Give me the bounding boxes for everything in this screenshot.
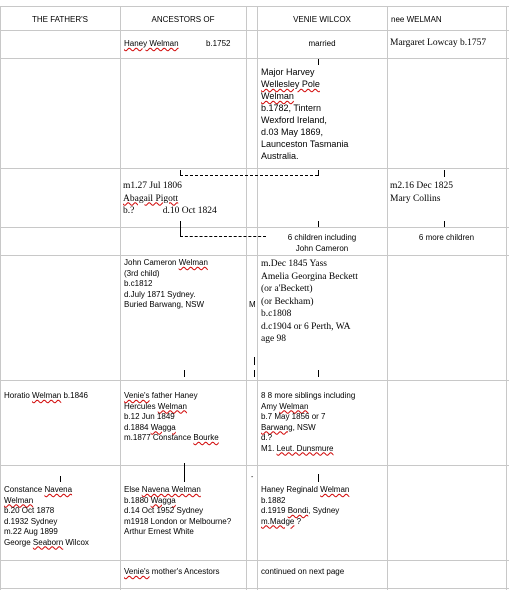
connector-r6-c xyxy=(318,370,319,377)
mh-line-8: Australia. xyxy=(261,151,299,161)
haney-welman-name xyxy=(124,39,179,50)
six-more-children: 6 more children xyxy=(418,233,475,242)
amelia-beckett-block xyxy=(261,258,358,346)
vm-venies: Venie's xyxy=(124,567,150,576)
continued-next-page: continued on next page xyxy=(261,567,345,576)
m1-spouse: Abagail Pigott xyxy=(123,193,179,204)
connector-r4-c xyxy=(444,221,445,227)
venie-father-block xyxy=(124,391,219,444)
jc-line-4: d.July 1871 Sydney. xyxy=(124,289,196,299)
ab-line-2: Amelia Georgina Beckett xyxy=(261,271,358,282)
jc-surname: Welman xyxy=(178,258,208,267)
ab-line-1: m.Dec 1845 Yass xyxy=(261,259,327,269)
grid-line-h4 xyxy=(0,227,509,228)
mh-line-3: Welman xyxy=(261,91,294,101)
aw-line-1: 8 8 more siblings including xyxy=(261,391,356,400)
haney-welman-birth: b.1752 xyxy=(206,39,231,48)
mh-line-1: Major Harvey xyxy=(261,67,315,77)
aw-line-4: Barwang, NSW xyxy=(261,422,316,432)
connector-r7-tick: - xyxy=(251,474,254,481)
m1-dates xyxy=(123,205,217,218)
aw-line-5: d.? xyxy=(261,433,273,442)
john-cameron-block xyxy=(124,258,208,311)
connector-r7-c xyxy=(318,474,319,482)
aw-surname: Welman xyxy=(279,401,309,411)
connector-r7-a xyxy=(60,476,61,482)
haney-welman-text: Haney Welman xyxy=(124,39,179,48)
vf-line-3: b.12 Jun 1849 xyxy=(124,412,175,421)
hr-line-2: b.1882 xyxy=(261,495,286,505)
grid-line-v2 xyxy=(246,6,247,590)
cn-line-1: Constance Navena xyxy=(4,485,73,494)
grid-line-h9 xyxy=(0,588,509,589)
hr-line-4: m.Madge ? xyxy=(261,516,302,526)
grid-line-h6 xyxy=(0,380,509,381)
vf-line-4: d.1884 Wagga xyxy=(124,422,176,432)
connector-r4-dash xyxy=(180,236,266,237)
major-harvey-block xyxy=(261,66,348,162)
vf-surname: Welman xyxy=(157,401,187,411)
en-line-3: d.14 Oct 1952 Sydney xyxy=(124,506,204,515)
aw-barwang: Barwang xyxy=(261,422,293,432)
grid-line-v5 xyxy=(506,6,507,590)
mh-line-5: Wexford Ireland, xyxy=(261,115,327,125)
jc-line-2: (3rd child) xyxy=(124,268,160,278)
amy-welman-block xyxy=(261,391,355,454)
m1-death: d.10 Oct 1824 xyxy=(162,206,217,216)
grid-line-v0 xyxy=(0,6,1,590)
connector-r5-mid xyxy=(254,357,255,365)
connector-r7-b xyxy=(184,463,185,482)
connector-r3-b xyxy=(318,170,319,176)
aw-line-6: M1. Leut. Dunsmure xyxy=(261,443,334,453)
cn-line-2: Welman xyxy=(4,495,34,505)
connector-r6-b xyxy=(254,370,255,377)
grid-line-h1 xyxy=(0,30,509,31)
connector-r3-c xyxy=(444,170,445,177)
jc-line-1: John Cameron Welman xyxy=(124,258,208,267)
en-line-4: m1918 London or Melbourne? xyxy=(124,516,232,526)
en-line-5: Arthur Ernest White xyxy=(124,527,194,536)
grid-line-v3 xyxy=(257,6,258,590)
cn-line-4: d.1932 Sydney xyxy=(4,516,58,526)
cn-line-5: m.22 Aug 1899 xyxy=(4,527,58,536)
m2-spouse: Mary Collins xyxy=(390,193,441,204)
header-ancestors-of: ANCESTORS OF xyxy=(151,15,215,24)
horatio-surname: Welman xyxy=(32,391,62,400)
connector-r3-dash xyxy=(180,175,318,176)
header-venie-wilcox: VENIE WILCOX xyxy=(293,15,351,24)
cn-line-6: George Seaborn Wilcox xyxy=(4,537,89,547)
haney-reginald-block xyxy=(261,485,349,527)
ab-line-5: b.c1808 xyxy=(261,309,292,319)
grid-line-h8 xyxy=(0,560,509,561)
marriage-marker: M xyxy=(249,300,256,309)
aw-line-3: b.7 May 1856 or 7 xyxy=(261,412,326,421)
ab-line-4: (or Beckham) xyxy=(261,296,314,307)
hr-surname: Welman xyxy=(320,485,350,494)
six-children-line2: John Cameron xyxy=(295,243,349,253)
mh-line-7: Launceston Tasmania xyxy=(261,139,349,149)
grid-line-v1 xyxy=(120,6,121,590)
second-marriage-block xyxy=(390,180,453,205)
vf-bourke: Bourke xyxy=(193,433,219,442)
header-fathers: THE FATHER'S xyxy=(31,15,89,24)
hr-line-3: d.1919 Bondi, Sydney xyxy=(261,506,340,515)
cn-seaborn: Seaborn xyxy=(32,537,64,547)
grid-line-h3 xyxy=(0,168,509,169)
six-children-block xyxy=(257,233,387,254)
en-wagga: Wagga xyxy=(150,495,176,505)
vf-line-1: Venie's father Haney xyxy=(124,391,198,400)
cn-navena: Navena xyxy=(44,485,73,494)
married-label: married xyxy=(308,39,336,48)
en-line-2: b.1880 Wagga xyxy=(124,495,176,505)
en-line-1: Else Navena Welman xyxy=(124,485,201,494)
ab-line-6: d.c1904 or 6 Perth, WA xyxy=(261,321,351,332)
connector-married-down xyxy=(318,59,319,65)
horatio-welman: Horatio Welman b.1846 xyxy=(4,391,88,400)
mh-line-2: Wellesley Pole xyxy=(261,79,320,89)
connector-r6-a xyxy=(184,370,185,377)
cn-line-3: b.20 Oct 1878 xyxy=(4,506,55,515)
mh-line-4: b.1782, Tintern xyxy=(261,103,322,113)
hr-bondi: Bondi xyxy=(287,506,309,515)
ab-line-7: age 98 xyxy=(261,334,287,344)
vf-wagga: Wagga xyxy=(150,422,176,432)
header-nee-welman: nee WELMAN xyxy=(391,15,442,24)
grid-line-h7 xyxy=(0,465,509,466)
first-marriage-block xyxy=(123,180,217,218)
en-navena: Navena Welman xyxy=(141,485,201,494)
vf-venies: Venie's xyxy=(124,391,150,400)
hr-madge: m.Madge xyxy=(261,516,295,526)
grid-line-h5 xyxy=(0,255,509,256)
m2-date: m2.16 Dec 1825 xyxy=(390,181,454,191)
constance-navena-block xyxy=(4,485,89,548)
six-children-line1: 6 children including xyxy=(287,233,357,242)
vf-line-5: m.1877 Constance Bourke xyxy=(124,433,219,442)
connector-r4-b xyxy=(318,221,319,227)
margaret-lowcay: Margaret Lowcay b.1757 xyxy=(390,38,487,48)
m1-date: m1.27 Jul 1806 xyxy=(123,181,182,191)
aw-line-2: Amy Welman xyxy=(261,401,309,411)
grid-line-v4 xyxy=(387,6,388,590)
connector-r4-a xyxy=(180,221,181,237)
grid-line-h0 xyxy=(0,6,509,7)
ab-line-3: (or a'Beckett) xyxy=(261,284,313,294)
aw-leut: Leut. Dunsmure xyxy=(276,443,334,453)
m1-birth: b.? xyxy=(123,206,135,216)
mh-line-6: d.03 May 1869, xyxy=(261,127,324,137)
jc-line-3: b.c1812 xyxy=(124,279,153,288)
hr-line-1: Haney Reginald Welman xyxy=(261,485,350,494)
venie-mothers-ancestors-link[interactable]: Venie's mother's Ancestors xyxy=(124,567,220,576)
else-navena-block xyxy=(124,485,231,538)
grid-line-h2 xyxy=(0,58,509,59)
vf-line-2: Hercules Welman xyxy=(124,401,187,411)
jc-line-5: Buried Barwang, NSW xyxy=(124,300,205,309)
